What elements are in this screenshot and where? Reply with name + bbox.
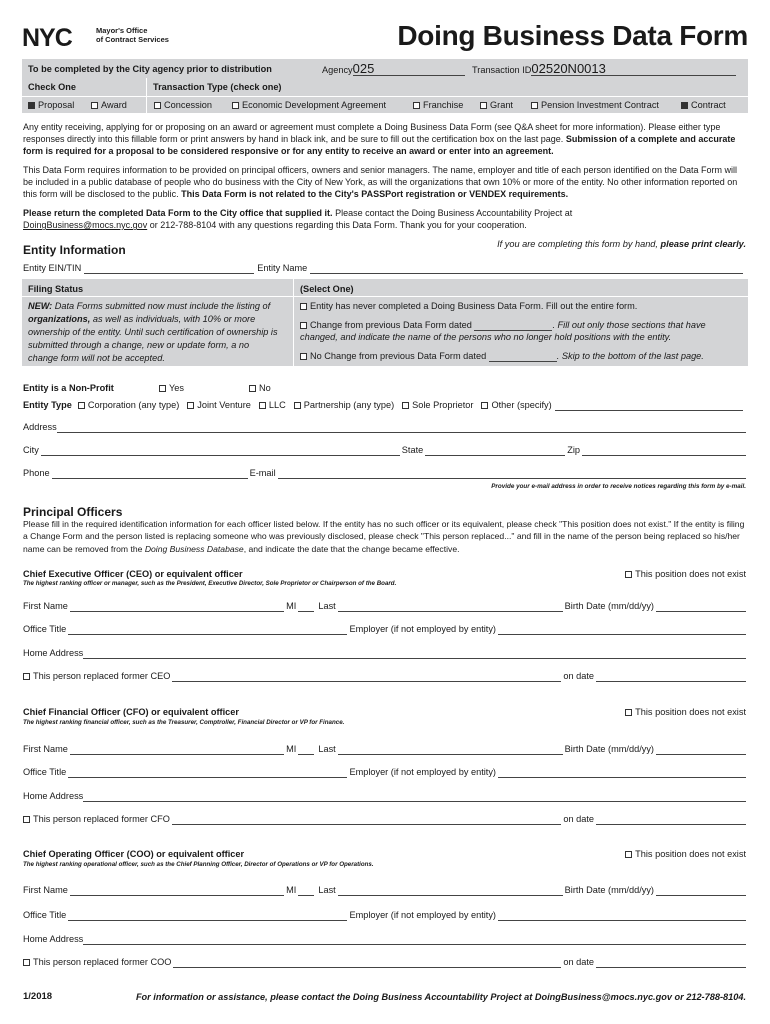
city-input[interactable] [41,445,400,456]
phone-input[interactable] [52,468,248,479]
cfo-home-input[interactable] [83,791,746,802]
email-note: Provide your e-mail address in order to receive notices regarding this form by e-mail. [491,483,746,490]
filing-option-nochange[interactable]: No Change from previous Data Form dated . Skip to the bottom of the last page. [300,350,704,362]
coo-heading: Chief Operating Officer (COO) or equivalent officer [23,849,245,859]
coo-mi-input[interactable] [298,885,314,896]
ceo-name-row: First Name MI Last Birth Date (mm/dd/yy) [23,600,746,612]
principal-section-title: Principal Officers [23,505,123,519]
coo-office-title-input[interactable] [68,910,347,921]
ceo-replaced-checkbox[interactable]: This person replaced former CEO [23,670,170,682]
coo-home-input[interactable] [83,934,746,945]
state-input[interactable] [425,445,565,456]
agency-field [322,62,465,76]
coo-replaced-checkbox[interactable]: This person replaced former COO [23,956,171,968]
city-label: City [23,445,39,455]
footer-help: For information or assistance, please contact the Doing Business Accountability Project at DoingBusiness@mocs.nyc.gov or 212-788-8104. [135,992,746,1002]
entity-type-label: Entity Type [23,400,72,410]
econ-dev-checkbox[interactable] [232,102,239,109]
change-date-input[interactable] [474,320,552,331]
coo-name-row: First Name MI Last Birth Date (mm/dd/yy) [23,884,746,896]
cfo-replaced-date-input[interactable] [596,814,746,825]
principal-intro: Please fill in the required identification information for each officer listed below. If the entity has no such officer or its equivalent, please check "This position does not exist." If the entity is filing a Change Form and the person listed is replacing someone who was previously disclosed, please check "This person replaced..." and fill in the name of the person being replaced so his/her name can be removed from the Doing Business Database, and indicate the date that the change became effective. [23,519,745,554]
ein-name-row [23,262,746,274]
filing-divider-h [22,296,748,297]
entity-name-label: Entity Name [257,263,308,273]
cfo-replaced-input[interactable] [172,814,562,825]
type-partnership[interactable]: Partnership (any type) [294,399,394,411]
coo-replaced-row: This person replaced former COO on date [23,956,746,968]
option-contract[interactable]: Contract [681,99,726,111]
option-grant[interactable]: Grant [480,99,513,111]
nonprofit-label: Entity is a Non-Profit [23,383,114,393]
option-pension[interactable]: Pension Investment Contract [531,99,659,111]
new-notice: NEW: Data Forms submitted now must include the listing of organizations, as well as individuals, with 10% or more ownership of the entity. Until such certification of ownership is submitted through a change, new or update form, a no change form will not be accepted. [28,301,278,364]
filing-divider-v [293,279,294,366]
type-joint-venture[interactable]: Joint Venture [187,399,251,411]
select-one-label: (Select One) [300,284,354,294]
ceo-home-row: Home Address [23,647,746,659]
cfo-heading: Chief Financial Officer (CFO) or equivalent officer [23,707,239,717]
franchise-checkbox[interactable] [413,102,420,109]
office-name [96,27,169,44]
coo-first-name-input[interactable] [70,885,284,896]
coo-home-row: Home Address [23,933,746,945]
ceo-home-input[interactable] [83,648,746,659]
never-checkbox[interactable] [300,303,307,310]
contact-email-link[interactable]: DoingBusiness@mocs.nyc.gov [23,220,148,231]
ceo-mi-input[interactable] [298,601,314,612]
bar-divider-h [22,96,748,97]
transaction-id-field [472,62,736,76]
agency-instruction: To be completed by the City agency prior to distribution [28,64,272,74]
coo-description: The highest ranking operational officer, such as the Chief Planning Officer, Director of Operations or VP for Operations. [23,861,374,868]
other-specify-input[interactable] [555,400,743,411]
zip-input[interactable] [582,445,746,456]
filing-option-change[interactable]: Change from previous Data Form dated . Fill out only those sections that have changed, and indicate the name of the persons who no longer hold positions with the entity. [300,320,706,343]
office-line2: of Contract Services [96,34,169,44]
zip-label: Zip [567,445,580,455]
nochange-date-input[interactable] [489,351,557,362]
ein-label: Entity EIN/TIN [23,263,82,273]
option-concession[interactable]: Concession [154,99,212,111]
pension-checkbox[interactable] [531,102,538,109]
type-llc[interactable]: LLC [259,399,286,411]
nochange-checkbox[interactable] [300,353,307,360]
entity-name-input[interactable] [310,263,743,274]
cfo-last-name-input[interactable] [338,744,563,755]
option-proposal[interactable]: Proposal [28,99,74,111]
entity-type-row [23,399,746,411]
transaction-id-input[interactable]: 02520N0013 [531,62,736,76]
option-econ-dev[interactable]: Economic Development Agreement [232,99,386,111]
type-other[interactable]: Other (specify) [481,399,551,411]
concession-checkbox[interactable] [154,102,161,109]
cfo-birth-input[interactable] [656,744,746,755]
cfo-employer-input[interactable] [498,767,746,778]
transaction-type-label: Transaction Type (check one) [153,82,282,92]
phone-label: Phone [23,468,50,478]
type-corporation[interactable]: Corporation (any type) [78,399,179,411]
cfo-office-title-input[interactable] [68,767,347,778]
ceo-employer-input[interactable] [498,624,746,635]
check-one-label: Check One [28,82,76,92]
coo-last-name-input[interactable] [338,885,563,896]
entity-section-title: Entity Information [23,243,126,257]
yes-checkbox[interactable] [159,385,166,392]
no-checkbox[interactable] [249,385,256,392]
ceo-replaced-date-input[interactable] [596,671,746,682]
cfo-replaced-checkbox[interactable]: This person replaced former CFO [23,813,170,825]
ein-input[interactable] [84,263,254,274]
ceo-not-exist[interactable]: This position does not exist [625,568,746,580]
nyc-logo: NYC [22,24,72,52]
agency-bar [22,59,748,113]
intro-paragraph-3: Please return the completed Data Form to the City office that supplied it. Please contact the Doing Business Accountability Project at DoingBusiness@mocs.nyc.gov or 212-788-8104 with any questions regarding this Data Form. Thank you for your cooperation. [23,208,573,231]
cfo-first-name-input[interactable] [70,744,284,755]
cfo-home-row: Home Address [23,790,746,802]
filing-status-label: Filing Status [28,284,84,294]
intro-paragraph-1: Any entity receiving, applying for or proposing on an award or agreement must complete a Doing Business Data Form (see Q&A sheet for more information). Please either type responses directly into this fillable form or print answers by hand in black ink, and be sure to fill out the certification box on the last page. Submission of a complete and accurate form is required for a proposal to be considered responsive or for any entity to receive an award or enter into an agreement. [23,122,736,157]
contract-checkbox[interactable] [681,102,688,109]
nonprofit-yes[interactable]: Yes [159,382,184,394]
award-checkbox[interactable] [91,102,98,109]
ceo-title-row: Office Title Employer (if not employed by entity) [23,623,746,635]
cfo-description: The highest ranking financial officer, such as the Treasurer, Comptroller, Financial Director or VP for Finance. [23,719,345,726]
ceo-replaced-row: This person replaced former CEO on date [23,670,746,682]
email-label: E-mail [249,468,276,478]
transaction-id-label: Transaction ID [472,64,532,75]
intro-paragraph-2: This Data Form requires information to be provided on principal officers, owners and senior managers. The name, employer and title of each person identified on the Data Form will be included in a public database of people who do business with the City of New York, as will the organizations that own 10% or more of the entity. No other information reported on this form will be disclosed to the public. This Data Form is not related to the City's PASSPort registration or VENDEX requirements. [23,165,738,200]
agency-label: Agency [322,64,353,75]
coo-replaced-input[interactable] [173,957,561,968]
coo-birth-input[interactable] [656,885,746,896]
filing-option-never[interactable]: Entity has never completed a Doing Business Data Form. Fill out the entire form. [300,300,637,312]
ceo-birth-input[interactable] [656,601,746,612]
coo-title-row: Office Title Employer (if not employed by entity) [23,909,746,921]
ceo-office-title-input[interactable] [68,624,347,635]
cfo-mi-input[interactable] [298,744,314,755]
type-sole-proprietor[interactable]: Sole Proprietor [402,399,473,411]
ceo-description: The highest ranking officer or manager, such as the President, Executive Director, Sole Proprietor or Chairperson of the Board. [23,580,397,587]
office-line1: Mayor's Office [96,26,148,35]
address-input[interactable] [57,422,746,433]
cfo-not-exist[interactable]: This position does not exist [625,706,746,718]
change-checkbox[interactable] [300,322,307,329]
agency-input[interactable]: 025 [353,62,465,76]
coo-employer-input[interactable] [498,910,746,921]
coo-not-exist[interactable]: This position does not exist [625,848,746,860]
option-award[interactable]: Award [91,99,127,111]
proposal-checkbox[interactable] [28,102,35,109]
email-input[interactable] [278,468,746,479]
state-label: State [401,445,424,455]
city-row [23,444,746,456]
cfo-title-row: Office Title Employer (if not employed by entity) [23,766,746,778]
form-title: Doing Business Data Form [397,20,748,51]
address-row [23,421,746,433]
cfo-replaced-row: This person replaced former CFO on date [23,813,746,825]
ceo-heading: Chief Executive Officer (CEO) or equivalent officer [23,569,243,579]
form-date: 1/2018 [23,991,53,1002]
ceo-replaced-input[interactable] [172,671,561,682]
ceo-last-name-input[interactable] [338,601,563,612]
cfo-name-row: First Name MI Last Birth Date (mm/dd/yy) [23,743,746,755]
phone-row [23,467,746,479]
option-franchise[interactable]: Franchise [413,99,463,111]
ceo-first-name-input[interactable] [70,601,284,612]
filing-status-box [22,279,748,366]
hand-note: If you are completing this form by hand, please print clearly. [497,239,746,249]
grant-checkbox[interactable] [480,102,487,109]
coo-replaced-date-input[interactable] [596,957,746,968]
nonprofit-no[interactable]: No [249,382,271,394]
address-label: Address [23,422,57,432]
